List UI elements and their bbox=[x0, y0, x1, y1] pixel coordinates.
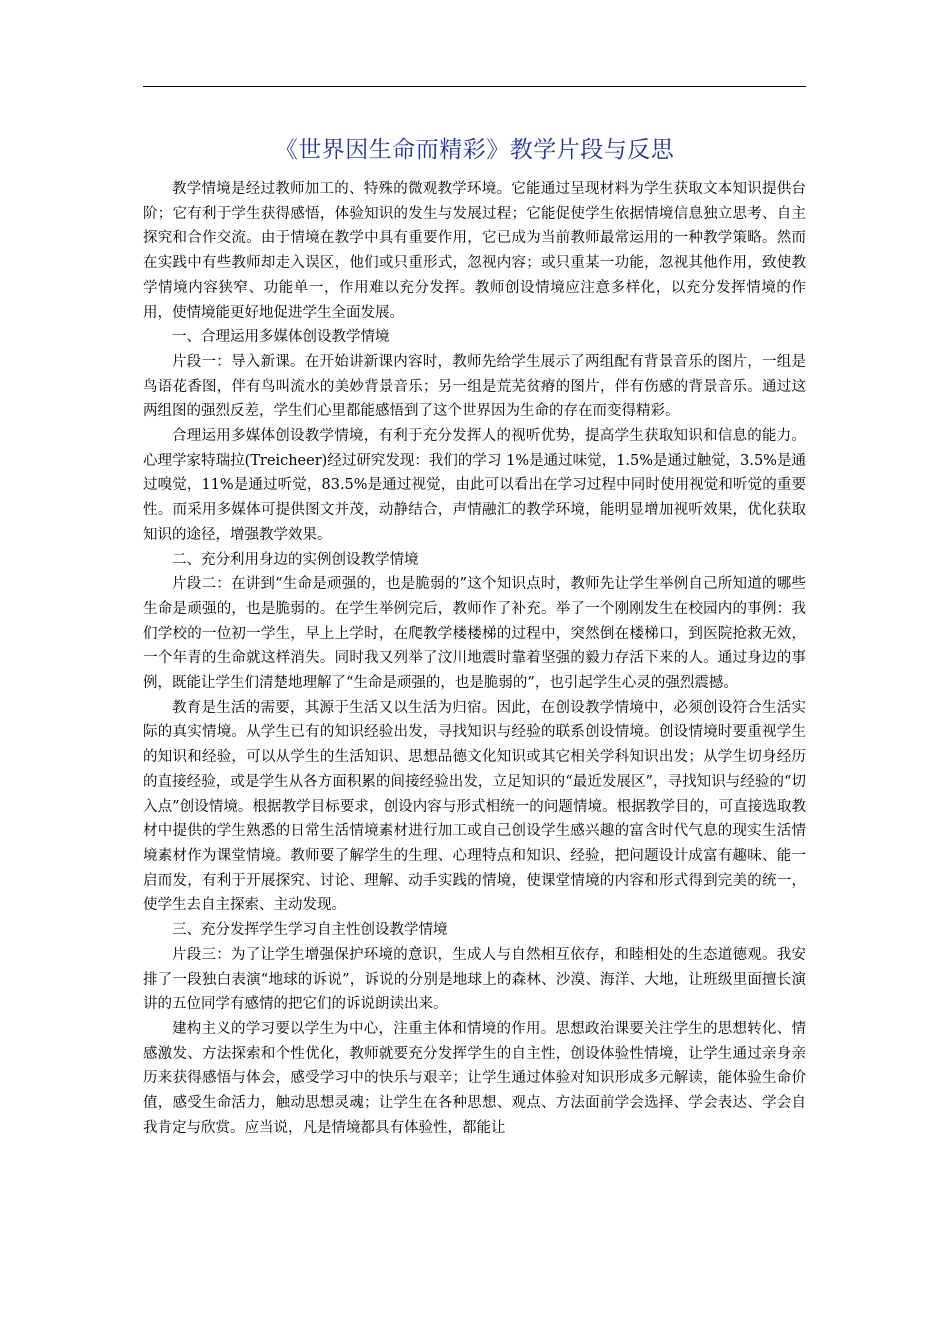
section-heading-2: 二、充分利用身边的实例创设教学情境 bbox=[172, 551, 419, 568]
reflection-paragraph-3: 建构主义的学习要以学生为中心，注重主体和情境的作用。思想政治课要关注学生的思想转化、情感激发、方法探索和个性优化，教师就要充分发挥学生的自主性，创设体验性情境，让学生通过亲身亲历来获得感悟与体会，感受学习中的快乐与艰辛；让学生通过体验对知识形成多元解读，能体验生命价值，感受生命活力，触动思想灵魂；让学生在各种思想、观点、方法面前学会选择、学会表达、学会自我肯定与欣赏。应当说，凡是情境都具有体验性，都能让 bbox=[143, 1020, 806, 1136]
header-rule bbox=[143, 86, 806, 87]
excerpt-paragraph-1: 片段一：导入新课。在开始讲新课内容时，教师先给学生展示了两组配有背景音乐的图片，一组是鸟语花香图，伴有鸟叫流水的美妙背景音乐；另一组是荒芜贫瘠的图片，伴有伤感的背景音乐。通过这两组图的强烈反差，学生们心里都能感悟到了这个世界因为生命的存在而变得精彩。 bbox=[143, 353, 806, 420]
excerpt-paragraph-2: 片段二：在讲到“生命是顽强的，也是脆弱的”这个知识点时，教师先让学生举例自己所知道的哪些生命是顽强的，也是脆弱的。在学生举例完后，教师作了补充。举了一个刚刚发生在校园内的事例：我们学校的一位初一学生，早上上学时，在爬教学楼楼梯的过程中，突然倒在楼梯口，到医院抢救无效，一个年青的生命就这样消失。同时我又列举了汶川地震时靠着坚强的毅力存活下来的人。通过身边的事例，既能让学生们清楚地理解了“生命是顽强的，也是脆弱的”，也引起学生心灵的强烈震撼。 bbox=[143, 576, 806, 692]
document-title: 《世界因生命而精彩》教学片段与反思 bbox=[274, 137, 675, 163]
intro-paragraph: 教学情境是经过教师加工的、特殊的微观教学环境。它能通过呈现材料为学生获取文本知识提供台阶；它有利于学生获得感悟，体验知识的发生与发展过程；它能促使学生依据情境信息独立思考、自主探究和合作交流。由于情境在教学中具有重要作用，它已成为当前教师最常运用的一种教学策略。然而在实践中有些教师却走入误区，他们或只重形式，忽视内容；或只重某一功能，忽视其他作用，致使教学情境内容狭窄、功能单一，作用难以充分发挥。教师创设情境应注意多样化，以充分发挥情境的作用，使情境能更好地促进学生全面发展。 bbox=[143, 181, 806, 321]
section-heading-1: 一、合理运用多媒体创设教学情境 bbox=[172, 329, 390, 346]
document-body bbox=[143, 177, 806, 1140]
reflection-paragraph-2: 教育是生活的需要，其源于生活又以生活为归宿。因此，在创设教学情境中，必须创设符合生活实际的真实情境。从学生已有的知识经验出发，寻找知识与经验的联系创设情境。创设情境时要重视学生的知识和经验，可以从学生的生活知识、思想品德文化知识或其它相关学科知识出发；从学生切身经历的直接经验，或是学生从各方面积累的间接经验出发，立足知识的“最近发展区”，寻找知识与经验的“切入点”创设情境。根据教学目标要求，创设内容与形式相统一的问题情境。根据教学目的，可直接选取教材中提供的学生熟悉的日常生活情境素材进行加工或自己创设学生感兴趣的富含时代气息的现实生活情境素材作为课堂情境。教师要了解学生的生理、心理特点和知识、经验，把问题设计成富有趣味、能一启而发，有利于开展探究、讨论、理解、动手实践的情境，使课堂情境的内容和形式得到完美的统一，使学生去自主探索、主动发现。 bbox=[143, 699, 806, 914]
section-heading-3: 三、充分发挥学生学习自主性创设教学情境 bbox=[172, 922, 448, 939]
reflection-paragraph-1: 合理运用多媒体创设教学情境，有利于充分发挥人的视听优势，提高学生获取知识和信息的能力。心理学家特瑞拉(Treicheer)经过研究发现：我们的学习 1%是通过味觉，1.5%是通过触觉，3.5%是通过嗅觉，11%是通过听觉，83.5%是通过视觉，由此可以看出在学习过程中同时使用视觉和听觉的重要性。而采用多媒体可提供图文并茂，动静结合，声情融汇的教学环境，能明显增加视听效果，优化获取知识的途径，增强教学效果。 bbox=[143, 428, 806, 543]
excerpt-paragraph-3: 片段三：为了让学生增强保护环境的意识，生成人与自然相互依存，和睦相处的生态道德观。我安排了一段独白表演“地球的诉说”，诉说的分别是地球上的森林、沙漠、海洋、大地，让班级里面擅长演讲的五位同学有感情的把它们的诉说朗读出来。 bbox=[143, 946, 806, 1013]
